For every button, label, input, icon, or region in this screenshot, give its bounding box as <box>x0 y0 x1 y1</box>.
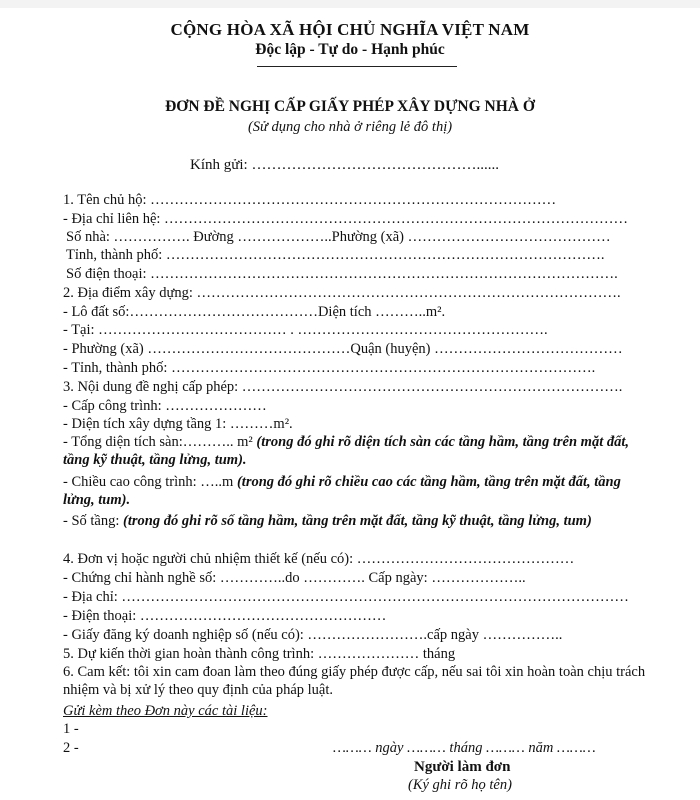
phone-line: Số điện thoại: ……………………………………………………………………………………. <box>66 266 618 282</box>
construction-site-heading: 2. Địa điểm xây dựng: ……………………………………………………………………………. <box>63 285 621 301</box>
recipient-line: Kính gửi: ………………………………………...... <box>190 157 499 173</box>
attachments-heading <box>63 702 653 720</box>
national-motto: Độc lập - Tự do - Hạnh phúc <box>255 41 445 58</box>
lot-number-line: - Lô đất số:…………………………………Diện tích ………..m². <box>63 304 446 320</box>
practice-certificate-line: - Chứng chỉ hành nghề số: …………..do …………. Cấp ngày: ……………….. <box>63 570 526 586</box>
province-line: Tỉnh, thành phố: ………………………………………………………………………………. <box>66 247 605 263</box>
building-height-label: - Chiều cao công trình: …..m <box>63 474 237 490</box>
signature-note: (Ký ghi rõ họ tên) <box>408 777 512 793</box>
attachment-item-2: 2 - <box>63 740 79 756</box>
permit-content-heading: 3. Nội dung đề nghị cấp phép: ……………………………………………………………………. <box>63 379 623 395</box>
attachments-heading-text: Gửi kèm theo Đơn này các tài liệu: <box>63 703 268 719</box>
number-of-floors-note: (trong đó ghi rõ số tầng hầm, tầng trên mặt đất, tầng kỹ thuật, tầng lửng, tum) <box>123 513 592 529</box>
designer-address-line: - Địa chỉ: …………………………………………………………………………………………… <box>63 589 629 605</box>
number-of-floors-line <box>63 512 653 530</box>
designer-phone-line: - Điện thoại: …………………………………………… <box>63 608 387 624</box>
signer-title: Người làm đơn <box>414 759 511 775</box>
form-title: ĐƠN ĐỀ NGHỊ CẤP GIẤY PHÉP XÂY DỰNG NHÀ Ở <box>165 98 535 115</box>
total-floor-area-label: - Tổng diện tích sàn:……….. m² <box>63 434 257 450</box>
contact-address-line: - Địa chỉ liên hệ: …………………………………………………………………………………… <box>63 211 629 227</box>
building-height-line <box>63 473 653 509</box>
total-floor-area-note: (trong đó ghi rõ diện tích sàn các tầng hầm, tầng trên mặt đất, tầng kỹ thuật, tầng lửng, tum). <box>63 434 629 468</box>
site-province-line: - Tỉnh, thành phố: ……………………………………………………………………………. <box>63 360 596 376</box>
form-subtitle: (Sử dụng cho nhà ở riêng lẻ đô thị) <box>247 119 453 135</box>
signature-date: ……… ngày ……… tháng ……… năm ……… <box>333 740 596 756</box>
designer-heading: 4. Đơn vị hoặc người chủ nhiệm thiết kế (nếu có): ……………………………………… <box>63 551 575 567</box>
national-name: CỘNG HÒA XÃ HỘI CHỦ NGHĨA VIỆT NAM <box>170 20 530 39</box>
ground-floor-area-line: - Diện tích xây dựng tầng 1: ………m². <box>63 416 293 432</box>
number-of-floors-label: - Số tầng: <box>63 513 124 529</box>
owner-name-line: 1. Tên chủ hộ: ………………………………………………………………………… <box>63 192 557 208</box>
location-line: - Tại: ………………………………… . ……………………………………………. <box>63 322 548 338</box>
ward-district-line: - Phường (xã) ……………………………………Quận (huyện) ………………………………… <box>63 341 623 357</box>
commitment-paragraph: 6. Cam kết: tôi xin cam đoan làm theo đúng giấy phép được cấp, nếu sai tôi xin hoàn toàn chịu trách nhiệm và bị xử lý theo quy định của pháp luật. <box>63 664 646 698</box>
house-number-line: Số nhà: ……………. Đường ………………..Phường (xã) …………………………………… <box>66 229 611 245</box>
top-border <box>0 0 700 8</box>
total-floor-area-line <box>63 433 653 469</box>
completion-time-line: 5. Dự kiến thời gian hoàn thành công trình: ………………… tháng <box>63 646 456 662</box>
business-registration-line: - Giấy đăng ký doanh nghiệp số (nếu có): …………………….cấp ngày …………….. <box>63 627 563 643</box>
work-grade-line: - Cấp công trình: ………………… <box>63 398 267 414</box>
attachment-item-1: 1 - <box>63 721 79 737</box>
motto-underline <box>257 66 457 67</box>
building-height-note: (trong đó ghi rõ chiều cao các tầng hầm, tầng trên mặt đất, tầng lửng, tum). <box>63 474 621 508</box>
